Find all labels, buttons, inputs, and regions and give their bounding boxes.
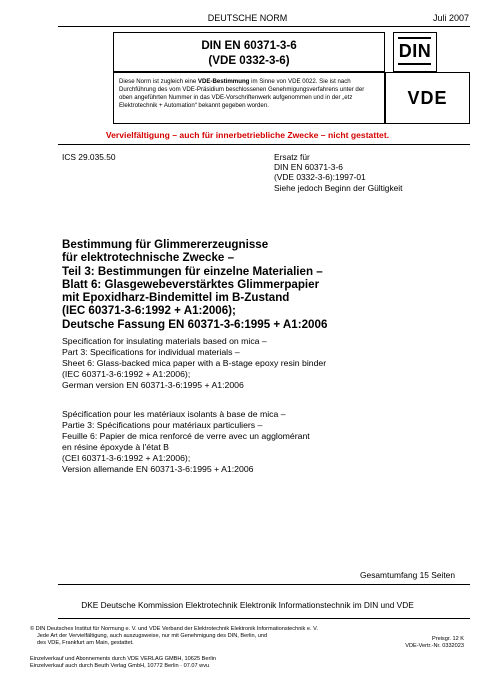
english-title-line: Specification for insulating materials based on mica – [62,336,267,346]
vde-logo [385,72,470,124]
vde-classification-number: (VDE 0332-3-6) [208,54,290,67]
vde-notice-bold: VDE-Bestimmung [197,78,250,85]
vde-contract-number: VDE-Vertr.-Nr. 0332023 [405,643,464,649]
reproduction-warning: Vervielfältigung – auch für innerbetriebliche Zwecke – nicht gestattet. [105,130,390,140]
ics-code: ICS 29.035.50 [62,152,116,162]
price-group: Preisgr. 12 K [431,636,464,642]
vde-logo-text: VDE [407,88,448,108]
replacement-info [274,152,403,193]
header-rule [58,26,470,27]
din-logo [393,32,437,72]
replacement-line: Ersatz für [274,152,310,162]
replacement-line: DIN EN 60371-3-6 [274,162,343,173]
sales-line: Einzelverkauf auch durch Beuth Verlag GmbH, 10772 Berlin · 07.07 wvu [30,663,210,669]
total-pages: Gesamtumfang 15 Seiten [360,570,455,580]
copyright-line: Jede Art der Vervielfältigung, auch auszugsweise, nur mit Genehmigung des DIN, Berlin, und [37,633,268,639]
french-title-line: Spécification pour les matériaux isolants à base de mica – [62,409,286,419]
standard-number: DIN EN 60371-3-6 [201,39,297,52]
french-title-line: Feuille 6: Papier de mica renforcé de verre avec un agglomérant [62,431,310,441]
german-title-line: (IEC 60371-3-6:1992 + A1:2006); [62,304,236,318]
french-title-line: Version allemande EN 60371-3-6:1995 + A1:2006 [62,464,254,474]
sales-info [30,656,216,670]
dke-rule [58,618,470,619]
english-title-line: (IEC 60371-3-6:1992 + A1:2006); [62,369,191,379]
english-title [62,336,326,391]
total-pages-rule [58,584,470,585]
english-title-line: Sheet 6: Glass-backed mica paper with a B-stage epoxy resin binder [62,358,327,368]
din-logo-text: DIN [398,41,432,61]
german-title-line: Bestimmung für Glimmererzeugnisse [62,238,269,251]
french-title-line: (CEI 60371-3-6:1992 + A1:2006); [62,453,191,463]
german-title-line: Teil 3: Bestimmungen für einzelne Materialien – [62,264,323,278]
german-title-line: Blatt 6: Glasgewebeverstärktes Glimmerpapier [62,277,320,291]
sales-line: Einzelverkauf und Abonnements durch VDE VERLAG GMBH, 10625 Berlin [30,656,216,662]
french-title-line: en résine époxyde à l'état B [62,442,169,452]
french-title [62,409,310,475]
english-title-line: German version EN 60371-3-6:1995 + A1:2006 [62,380,244,390]
copyright-line: © DIN Deutsches Institut für Normung e. V. und VDE Verband der Elektrotechnik Elektronik Informationstechnik e. V. [30,626,318,632]
dke-committee: DKE Deutsche Kommission Elektrotechnik Elektronik Informationstechnik im DIN und VDE [81,600,414,610]
english-title-line: Part 3: Specifications for individual materials – [62,347,240,357]
german-title-line: Deutsche Fassung EN 60371-3-6:1995 + A1:2006 [62,317,328,331]
french-title-line: Partie 3: Spécifications pour matériaux particuliers – [62,420,263,430]
document-type-label: DEUTSCHE NORM [207,13,288,23]
standard-number-box [113,32,385,72]
vde-notice-text: Diese Norm ist zugleich eine VDE-Bestimmung im Sinne von VDE 0022. Sie ist nach Durchführung des vom VDE-Präsidium beschlossenen Genehmigungsverfahrens unter der oben angeführten Nummer in das VDE-Vorschriftenwerk aufgenommen und in der „etz Elektrotechnik + Automation“ bekannt gegeben worden. [119,78,365,109]
replacement-line: (VDE 0332-3-6):1997-01 [274,172,366,183]
copyright-notice [30,626,318,647]
german-title-line: für elektrotechnische Zwecke – [62,251,235,265]
german-title [62,238,327,331]
publication-date: Juli 2007 [432,13,469,23]
german-title-line: mit Epoxidharz-Bindemittel im B-Zustand [62,291,290,305]
warning-rule [58,144,470,145]
replacement-line: Siehe jedoch Beginn der Gültigkeit [274,182,403,193]
copyright-line: des VDE, Frankfurt am Main, gestattet. [37,640,134,646]
vde-notice-box [113,72,385,124]
